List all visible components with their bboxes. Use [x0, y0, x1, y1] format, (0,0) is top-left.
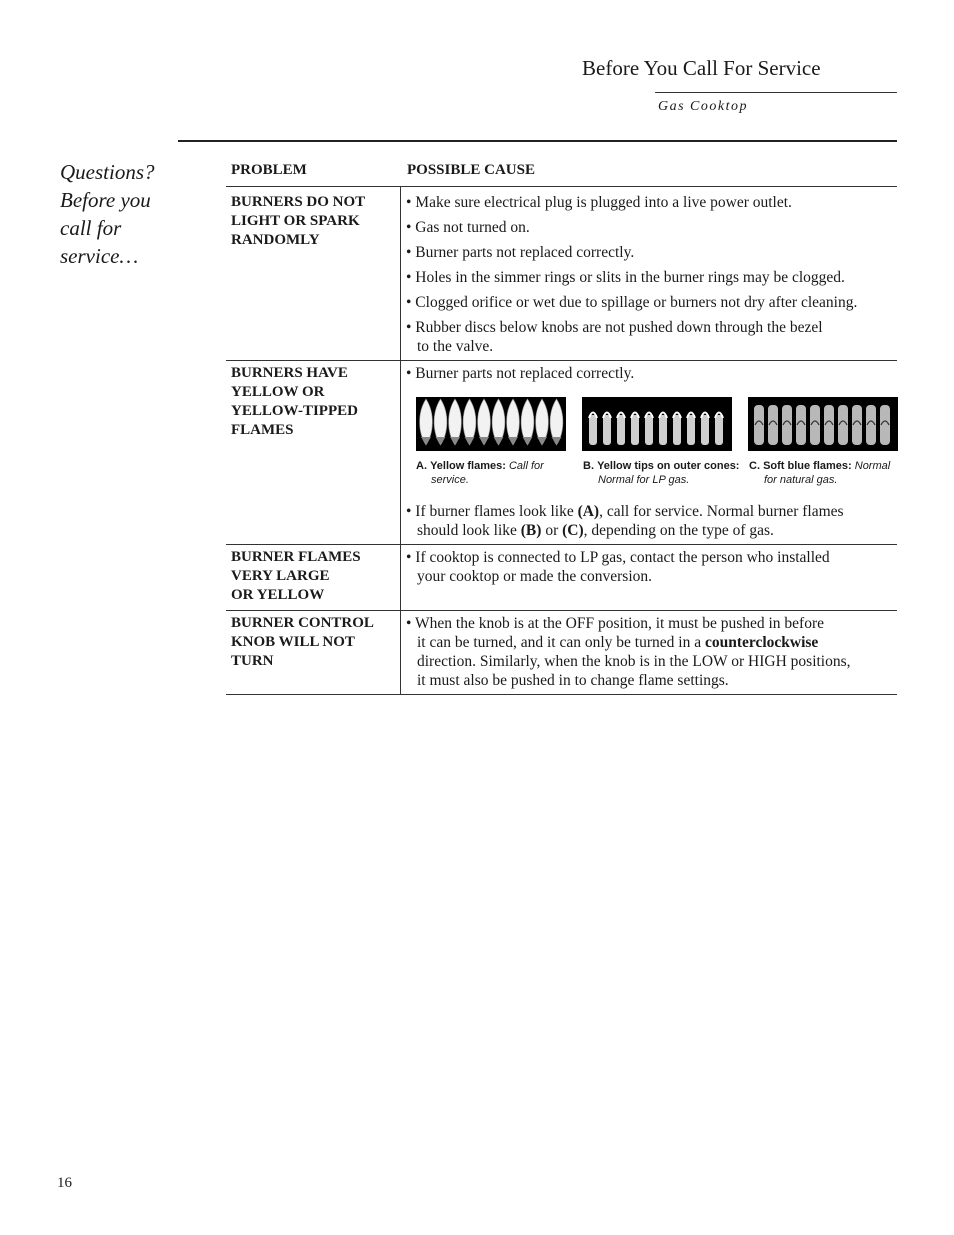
flame-illustration-blue: [748, 397, 898, 451]
cause-ref: (C): [562, 522, 584, 539]
flame-base: [421, 437, 431, 445]
column-divider: [400, 187, 401, 695]
blue-flame-cone: [673, 415, 681, 445]
caption-label: Soft blue flames:: [763, 460, 852, 472]
flame-base: [523, 437, 533, 445]
blue-flame-cone: [687, 415, 695, 445]
cause-emphasis: counterclockwise: [704, 634, 819, 651]
problem-line: FLAMES: [231, 422, 294, 438]
cause-line: [406, 521, 898, 540]
page-subtitle: Gas Cooktop: [658, 99, 748, 114]
cause-item: • Holes in the simmer rings or slits in the burner rings may be clogged.: [406, 269, 845, 286]
top-rule: [178, 140, 897, 142]
table-row-problem: [231, 364, 396, 440]
flame-illustration-yellow-tips: [582, 397, 732, 451]
cause-text: • If burner flames look like: [406, 503, 578, 520]
table-rule: [226, 610, 897, 611]
cause-line: to the valve.: [417, 338, 494, 355]
sidebar-question-line: service…: [60, 244, 139, 268]
caption-note: Call for: [508, 460, 544, 472]
problem-line: BURNERS DO NOT: [231, 194, 366, 210]
cause-item: [406, 548, 898, 586]
cause-text: it can be turned, and it can only be turned in a: [417, 634, 705, 651]
cause-text: should look like: [417, 522, 521, 539]
table-rule: [226, 360, 897, 361]
blue-flame-cone: [617, 415, 625, 445]
cause-line: your cooktop or made the conversion.: [417, 568, 653, 585]
sidebar-question: [60, 158, 200, 270]
blue-flame-cone: [603, 415, 611, 445]
cause-text: , call for service. Normal burner flames: [599, 503, 844, 520]
problem-line: VERY LARGE: [231, 568, 330, 584]
flame-caption-b: [583, 459, 743, 487]
cause-line: direction. Similarly, when the knob is in the LOW or HIGH positions,: [417, 653, 851, 670]
flame-base: [436, 437, 446, 445]
flame-base: [508, 437, 518, 445]
table-rule: [226, 694, 897, 695]
page-title: Before You Call For Service: [582, 56, 821, 80]
caption-note: Normal: [854, 460, 891, 472]
flame-base: [552, 437, 562, 445]
problem-line: OR YELLOW: [231, 587, 325, 603]
cause-line: [406, 633, 898, 652]
cause-line: [406, 503, 844, 520]
flame-base: [450, 437, 460, 445]
cause-line: • When the knob is at the OFF position, it must be pushed in before: [406, 615, 825, 632]
flame-base: [537, 437, 547, 445]
cause-ref: (A): [577, 503, 600, 520]
table-rule: [226, 186, 897, 187]
header-rule: [655, 92, 897, 93]
cause-item: • Clogged orifice or wet due to spillage or burners not dry after cleaning.: [406, 294, 858, 311]
cause-ref: (B): [520, 522, 542, 539]
cause-item: • Gas not turned on.: [406, 219, 530, 236]
caption-label: Yellow flames:: [430, 460, 506, 472]
caption-note: service.: [431, 474, 469, 486]
blue-flame-cone: [631, 415, 639, 445]
flame-base: [465, 437, 475, 445]
caption-note: for natural gas.: [764, 474, 838, 486]
caption-letter: A.: [416, 460, 427, 472]
flame-caption-c: [749, 459, 909, 487]
blue-flame-cone: [645, 415, 653, 445]
problem-line: KNOB WILL NOT: [231, 634, 355, 650]
caption-letter: B.: [583, 460, 594, 472]
problem-line: BURNER FLAMES: [231, 549, 361, 565]
problem-line: TURN: [231, 653, 274, 669]
blue-flame-cone: [589, 415, 597, 445]
cause-line: it must also be pushed in to change flame settings.: [417, 672, 729, 689]
problem-line: LIGHT OR SPARK: [231, 213, 360, 229]
table-rule: [226, 544, 897, 545]
cause-text: or: [541, 522, 563, 539]
column-header-problem: PROBLEM: [231, 162, 307, 178]
sidebar-question-line: Questions?: [60, 160, 155, 184]
cause-item: [406, 614, 898, 690]
cause-text: , depending on the type of gas.: [583, 522, 774, 539]
table-row-problem: [231, 614, 396, 671]
cause-item: [406, 318, 898, 356]
flame-base: [494, 437, 504, 445]
cause-item: • Make sure electrical plug is plugged into a live power outlet.: [406, 194, 792, 211]
caption-label: Yellow tips on outer cones:: [597, 460, 740, 472]
problem-line: YELLOW OR: [231, 384, 325, 400]
table-row-problem: [231, 548, 396, 605]
flame-caption-a: [416, 459, 576, 487]
problem-line: BURNER CONTROL: [231, 615, 374, 631]
cause-line: • If cooktop is connected to LP gas, contact the person who installed: [406, 549, 830, 566]
cause-line: • Rubber discs below knobs are not pushed down through the bezel: [406, 319, 823, 336]
flame-base: [479, 437, 489, 445]
problem-line: BURNERS HAVE: [231, 365, 348, 381]
blue-flame-cone: [715, 415, 723, 445]
column-header-cause: POSSIBLE CAUSE: [407, 162, 535, 178]
cause-item: • Burner parts not replaced correctly.: [406, 244, 635, 261]
cause-item: [406, 502, 898, 540]
caption-letter: C.: [749, 460, 760, 472]
table-row-problem: [231, 193, 396, 250]
caption-note: Normal for LP gas.: [598, 474, 690, 486]
problem-line: RANDOMLY: [231, 232, 320, 248]
blue-flame-cone: [701, 415, 709, 445]
page-number: 16: [57, 1175, 72, 1191]
blue-flame-cone: [659, 415, 667, 445]
sidebar-question-line: call for: [60, 216, 122, 240]
sidebar-question-line: Before you: [60, 188, 151, 212]
problem-line: YELLOW-TIPPED: [231, 403, 358, 419]
flame-illustration-yellow: [416, 397, 566, 451]
cause-item: • Burner parts not replaced correctly.: [406, 365, 635, 382]
